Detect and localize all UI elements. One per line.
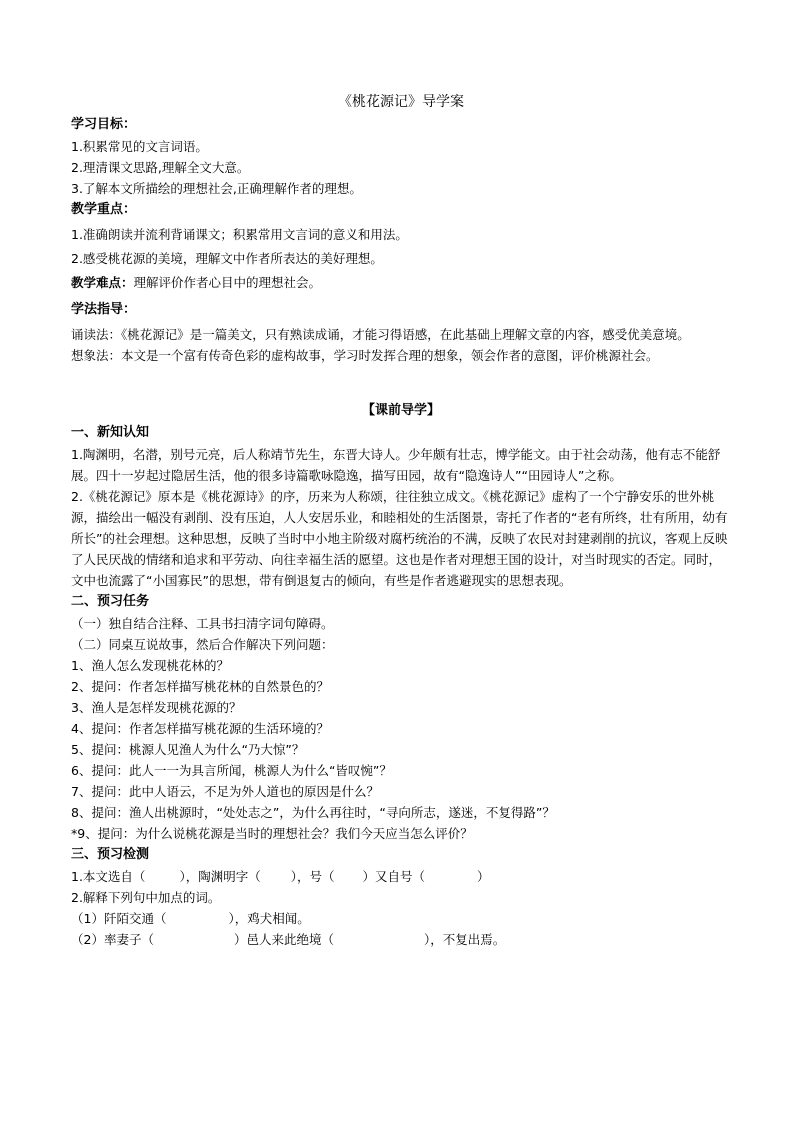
q1-part: ），陶渊明字（ <box>179 869 261 884</box>
q2-1-part: ），鸡犬相闻。 <box>228 911 310 926</box>
q1-part: 1.本文选自（ <box>71 869 146 884</box>
method-item: 想象法：本文是一个富有传奇色彩的虚构故事，学习时发挥合理的想象，领会作者的意图，评价桃源社会。 <box>71 348 659 363</box>
key-point-item: 2.感受桃花源的美境，理解文中作者所表达的美好理想。 <box>71 251 383 266</box>
difficulty-text: 理解评价作者心目中的理想社会。 <box>133 275 322 290</box>
document-page <box>71 92 731 950</box>
objective-item: 2.理清课文思路,理解全文大意。 <box>71 160 250 175</box>
fill-blank-q2-2 <box>71 929 731 950</box>
q1-part: ） <box>476 869 490 884</box>
objective-item: 3.了解本文所描绘的理想社会,正确理解作者的理想。 <box>71 181 362 196</box>
q1-part: ）又自号（ <box>362 869 425 884</box>
task-item: （二）同桌互说故事，然后合作解决下列问题： <box>71 637 334 652</box>
method-heading: 学法指导： <box>71 302 137 317</box>
q2-1-part: （1）阡陌交通（ <box>71 911 167 926</box>
method-item: 诵读法：《桃花源记》是一篇美文，只有熟读成诵，才能习得语感，在此基础上理解文章的内容，感受优美意境。 <box>71 327 690 342</box>
q2-2-part: ），不复出焉。 <box>423 932 506 947</box>
section-preview-check-heading: 三、预习检测 <box>71 847 150 862</box>
section-preview-tasks-heading: 二、预习任务 <box>71 594 150 609</box>
q2-instruction: 2.解释下列句中加点的词。 <box>71 890 221 905</box>
question-item: 2、提问：作者怎样描写桃花林的自然景色的？ <box>71 679 329 694</box>
question-item: 8、提问：渔人出桃源时，“处处志之”，为什么再往时，“寻向所志，遂迷，不复得路”？ <box>71 805 555 820</box>
task-item: （一）独自结合注释、工具书扫清字词句障碍。 <box>71 616 334 631</box>
section-new-knowledge-heading: 一、新知认知 <box>71 425 150 440</box>
q2-2-part: ）邑人来此绝境（ <box>233 932 334 947</box>
knowledge-paragraph: 1.陶渊明，名潜，别号元亮，后人称靖节先生，东晋大诗人。少年颇有壮志，博学能文。由于社会动荡，他有志不能舒展。四十一岁起过隐居生活，他的很多诗篇歌咏隐逸，描写田园，故有“隐逸诗人”“田园诗人”之称。 <box>71 447 721 483</box>
key-point-item: 1.准确朗读并流利背诵课文；积累常用文言词的意义和用法。 <box>71 227 408 242</box>
difficulty-line <box>71 272 731 293</box>
question-item: *9、提问：为什么说桃花源是当时的理想社会？我们今天应当怎么评价？ <box>71 826 473 841</box>
question-item: 5、提问：桃源人见渔人为什么“乃大惊”？ <box>71 742 305 757</box>
preclass-heading: 【课前导学】 <box>361 403 440 418</box>
question-item: 6、提问：此人一一为具言所闻，桃源人为什么“皆叹惋”？ <box>71 763 392 778</box>
knowledge-paragraph: 2.《桃花源记》原本是《桃花源诗》的序，历来为人称颂，往往独立成文。《桃花源记》虚构了一个宁静安乐的世外桃源，描绘出一幅没有剥削、没有压迫，人人安居乐业，和睦相处的生活图景，寄托了作者的“老有所终，壮有所用，幼有所长”的社会理想。这种思想，反映了当时中小地主阶级对腐朽统治的不满，反映了农民对封建剥削的抗议，客观上反映了人民厌战的情绪和追求和平劳动、向往幸福生活的愿望。这也是作者对理想王国的设计，对当时现实的否定。同时，文中也流露了“小国寡民”的思想，带有倒退复古的倾向，有些是作者逃避现实的思想表现。 <box>71 489 728 588</box>
page-title: 《桃花源记》导学案 <box>338 94 464 110</box>
objectives-heading: 学习目标： <box>71 117 137 132</box>
fill-blank-q1 <box>71 866 731 887</box>
fill-blank-q2-1 <box>71 908 731 929</box>
question-item: 4、提问：作者怎样描写桃花源的生活环境的？ <box>71 721 329 736</box>
question-item: 7、提问：此中人语云，不足为外人道也的原因是什么？ <box>71 784 379 799</box>
objective-item: 1.积累常见的文言词语。 <box>71 139 208 154</box>
q2-2-part: （2）率妻子（ <box>71 932 154 947</box>
difficulty-heading: 教学难点： <box>71 275 134 290</box>
question-item: 3、渔人是怎样发现桃花源的？ <box>71 700 242 715</box>
key-points-heading: 教学重点： <box>71 202 137 217</box>
q1-part: ），号（ <box>290 869 335 884</box>
question-item: 1、渔人怎么发现桃花林的？ <box>71 658 229 673</box>
